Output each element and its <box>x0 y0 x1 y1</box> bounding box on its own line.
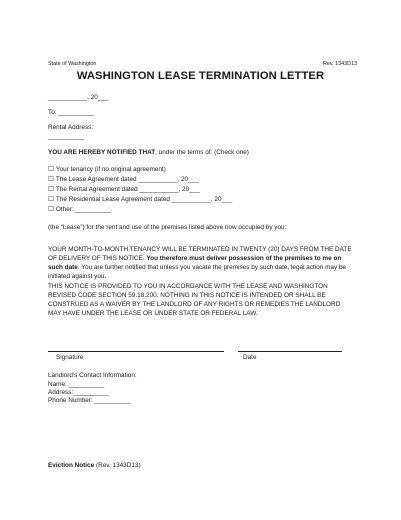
signature-line[interactable] <box>48 351 224 352</box>
legal-paragraph: THIS NOTICE IS PROVIDED TO YOU IN ACCORDANCE WITH THE LEASE AND WASHINGTON REVISED CODE SECTION 59.18.200. NOTHING IN THIS NOTICE IS INTENDED OR SHALL BE CONSTRUED AS A WAIVER BY THE LANDLORD OF ANY RIGHTS OR REMEDIES THE LANDLORD MAY HAVE UNDER THE LEASE OR UNDER STATE OR FEDERAL LAW. <box>48 283 341 317</box>
termination-paragraph <box>48 246 354 282</box>
landlord-contact-heading: Landlord’s Contact Information: <box>48 372 137 379</box>
option-label: Your tenancy (if no original agreement) <box>55 166 166 173</box>
checkbox-icon[interactable]: ☐ <box>48 166 54 173</box>
option-label: The Residential Lease Agreement dated ___________, 20___ <box>55 196 233 203</box>
option-other <box>48 205 111 213</box>
checkbox-icon[interactable]: ☐ <box>48 196 54 203</box>
rental-address-blank: __________ <box>48 133 84 140</box>
termination-text-1: YOUR MONTH-TO-MONTH TENANCY WILL BE TERMINATED IN TWENTY (20) DAYS FROM THE DATE OF DELIVERY OF THIS NOTICE. <box>48 246 352 262</box>
checkbox-icon[interactable]: ☐ <box>48 176 54 183</box>
footer-title: Eviction Notice <box>48 462 95 469</box>
termination-text-bold: You therefore must deliver possession of the premises to me on such date <box>48 254 342 271</box>
termination-text-2: . You are further notified that unless you vacate the premises by such date, legal action may be initiated against you. <box>48 263 347 280</box>
footer <box>48 462 141 469</box>
option-label: Other: __________ <box>55 206 111 213</box>
document-title: WASHINGTON LEASE TERMINATION LETTER <box>76 70 325 82</box>
signature-label: Signature <box>56 354 84 361</box>
rental-address-label: Rental Address: <box>48 124 94 131</box>
landlord-phone: Phone Number: __________ <box>48 397 131 404</box>
option-label: The Lease Agreement dated ___________, 20___ <box>55 176 199 183</box>
landlord-name: Name: __________ <box>48 381 105 388</box>
footer-revision: (Rev. 1343D13) <box>94 462 141 469</box>
lease-definition: (the “Lease”) for the rent and use of the premises listed above now occupied by you: <box>48 224 287 231</box>
option-lease-agreement <box>48 175 199 183</box>
date-signature-line[interactable] <box>238 351 342 352</box>
state-label: State of Washington <box>48 61 97 67</box>
date-line: ___________, 20___ <box>48 94 109 101</box>
option-label: The Rental Agreement dated ___________, 20___ <box>55 186 200 193</box>
notice-intro-rest: , under the terms of: (Check one) <box>155 149 249 156</box>
date-label: Date <box>243 354 257 361</box>
landlord-address: Address:__________ <box>48 389 109 396</box>
to-line: To: __________ <box>48 109 94 116</box>
revision-label: Rev. 1343D13 <box>323 61 358 67</box>
notice-intro <box>48 149 249 157</box>
checkbox-icon[interactable]: ☐ <box>48 206 54 213</box>
option-rental-agreement <box>48 185 200 193</box>
notice-intro-bold: YOU ARE HEREBY NOTIFIED THAT <box>48 149 156 156</box>
option-residential-lease <box>48 195 232 203</box>
checkbox-icon[interactable]: ☐ <box>48 186 54 193</box>
option-tenancy <box>48 165 166 173</box>
